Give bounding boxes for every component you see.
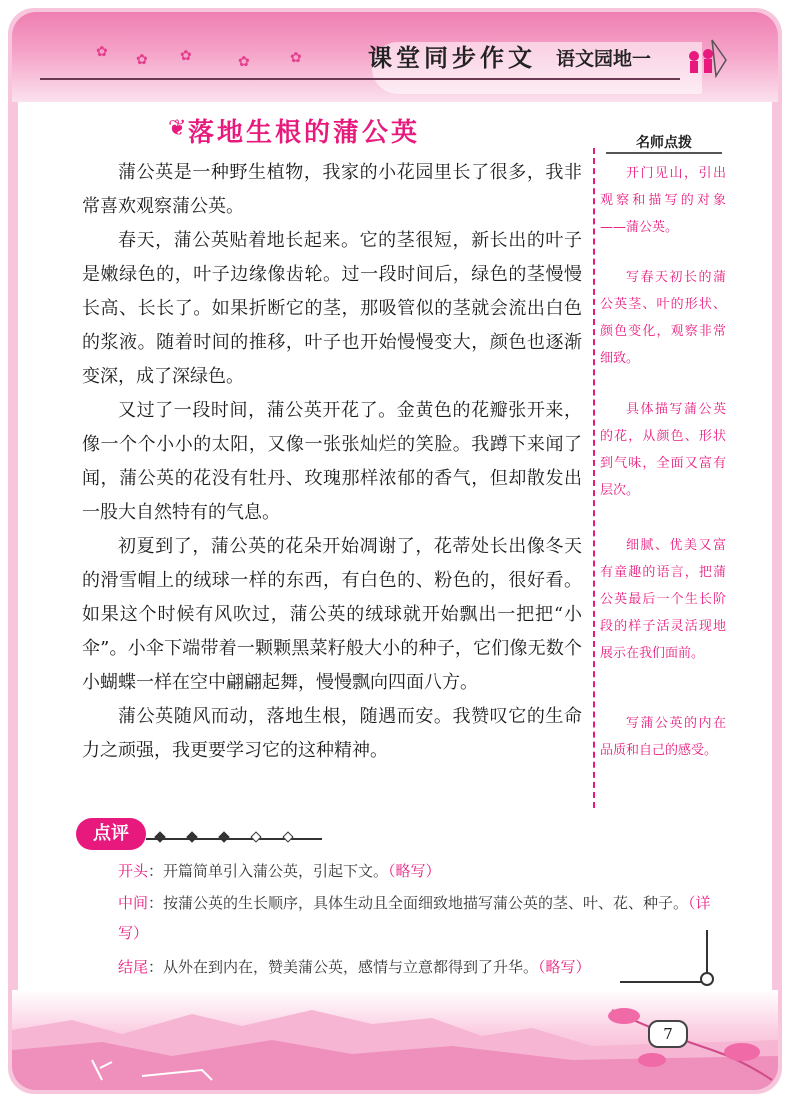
review-text: ：按蒲公英的生长顺序，具体生动且全面细致地描写蒲公英的茎、叶、花、种子。	[148, 894, 689, 912]
review-text: ：从外在到内在，赞美蒲公英，感情与立意都得到了升华。	[148, 958, 539, 976]
kids-illustration-icon	[676, 30, 732, 86]
review-divider	[146, 838, 322, 840]
article-paragraph: 蒲公英是一种野生植物，我家的小花园里长了很多，我非常喜欢观察蒲公英。	[82, 162, 582, 217]
corner-decoration	[620, 981, 710, 983]
sparkle-icon: ✿	[136, 52, 148, 68]
review-text: ：开篇简单引入蒲公英，引起下文。	[148, 862, 389, 880]
review-tag: （略写）	[388, 862, 441, 880]
teacher-tip: 细腻、优美又富有童趣的语言，把蒲公英最后一个生长阶段的样子活灵活现地展示在我们面前。	[600, 538, 726, 661]
sidebar-title: 名师点拨	[614, 130, 714, 156]
series-title: 课堂同步作文	[368, 43, 536, 72]
review-item	[118, 856, 718, 886]
review-badge: 点评	[76, 818, 146, 850]
review-label: 结尾	[118, 958, 149, 976]
page-number: 7	[648, 1020, 688, 1048]
flower-icon: ❦	[168, 116, 187, 141]
review-label: 开头	[118, 862, 149, 880]
header-divider	[40, 78, 680, 80]
sidebar-divider	[593, 148, 595, 808]
sparkle-icon: ✿	[96, 44, 108, 60]
article-paragraph: 春天，蒲公英贴着地长起来。它的茎很短，新长出的叶子是嫩绿色的，叶子边缘像齿轮。过一段时间后，绿色的茎慢慢长高、长长了。如果折断它的茎，那吸管似的茎就会流出白色的浆液。随着时间的推移，叶子也开始慢慢变大，颜色也逐渐变深，成了深绿色。	[82, 230, 582, 387]
review-label: 中间	[118, 894, 149, 912]
teacher-tip: 开门见山，引出观察和描写的对象——蒲公英。	[600, 166, 726, 235]
article-title: 落地生根的蒲公英	[188, 118, 421, 148]
teacher-tip: 具体描写蒲公英的花，从颜色、形状到气味，全面又富有层次。	[600, 402, 726, 498]
article-paragraph: 初夏到了，蒲公英的花朵开始凋谢了，花蒂处长出像冬天的滑雪帽上的绒球一样的东西，有白色的、粉色的，很好看。如果这个时候有风吹过，蒲公英的绒球就开始飘出一把把“小伞”。小伞下端带着一颗颗黑菜籽般大小的种子，它们像无数个小蝴蝶一样在空中翩翩起舞，慢慢飘向四面八方。	[82, 536, 582, 693]
review-item	[118, 952, 718, 982]
review-tag: （略写）	[538, 958, 591, 976]
teacher-tip: 写蒲公英的内在品质和自己的感受。	[600, 716, 726, 758]
corner-decoration	[700, 972, 714, 986]
unit-title: 语文园地一	[556, 48, 652, 70]
sparkle-icon: ✿	[290, 50, 302, 66]
review-tag: （详写）	[118, 894, 711, 942]
review-item	[118, 888, 718, 948]
teacher-tip: 写春天初长的蒲公英茎、叶的形状、颜色变化，观察非常细致。	[600, 270, 726, 366]
article-paragraph: 又过了一段时间，蒲公英开花了。金黄色的花瓣张开来，像一个个小小的太阳，又像一张张灿烂的笑脸。我蹲下来闻了闻，蒲公英的花没有牡丹、玫瑰那样浓郁的香气，但却散发出一股大自然特有的气息。	[82, 400, 582, 523]
article-paragraph: 蒲公英随风而动，落地生根，随遇而安。我赞叹它的生命力之顽强，我更要学习它的这种精神。	[82, 706, 582, 761]
sparkle-icon: ✿	[238, 54, 250, 70]
sparkle-icon: ✿	[180, 48, 192, 64]
